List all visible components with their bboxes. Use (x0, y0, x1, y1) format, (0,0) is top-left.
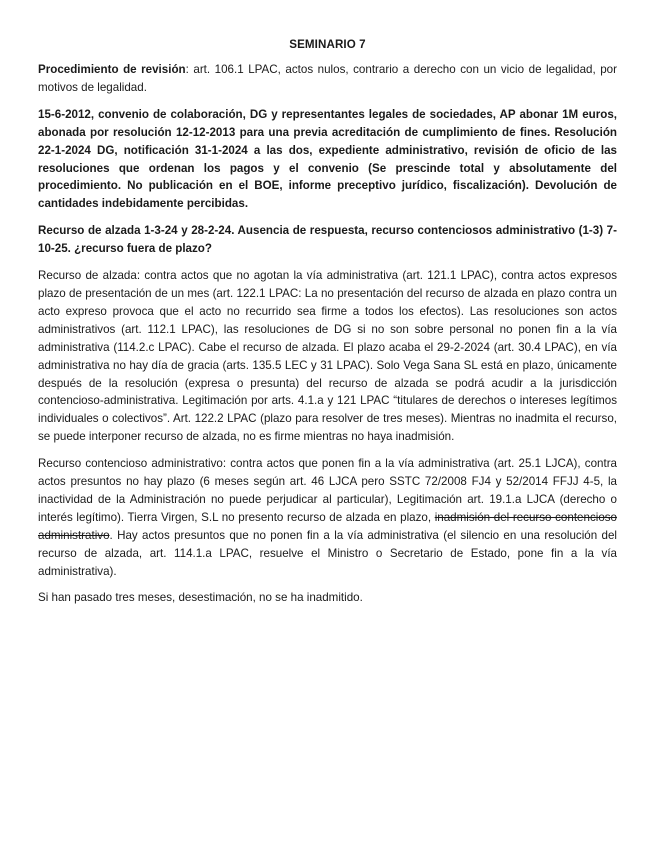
document-title: SEMINARIO 7 (289, 38, 366, 51)
paragraph-facts: 15-6-2012, convenio de colaboración, DG y representantes legales de sociedades, AP abonar 1M euros, abonada por resolución 12-12-2013 para una previa acreditación de cumplimiento de fines. Resolución 22-1-2024 DG, notificación 31-1-2024 a las dos, expediente administrativo, revisión de oficio de las resoluciones que ordenan los pagos y el convenio (Se prescinde total y absolutamente del procedimiento. No publicación en el BOE, informe preceptivo jurídico, fiscalización). Devolución de cantidades indebidamente percibidas. (38, 107, 617, 211)
paragraph-text: Recurso contencioso administrativo: contra actos que ponen fin a la vía administrativa (art. 25.1 LJCA), contra actos presuntos no hay plazo (6 meses según art. 46 LJCA pero SSTC 72/2008 FJ4 y 52/2014 FFJJ 4-5, la inactividad de la Administración no puede perjudicar al particular), Legitimación art. 19.1.a LJCA (derecho o interés legítimo). Tierra Virgen, S.L no presento recurso de alzada en plazo, (38, 457, 617, 524)
paragraph-conclusion: Si han pasado tres meses, desestimación, no se ha inadmitido. (38, 591, 363, 605)
struck-text: inadmisión del recurso contencioso administrativo (38, 510, 618, 542)
paragraph-procedimiento-revision (38, 61, 617, 97)
paragraph-recurso-contencioso (38, 455, 617, 580)
paragraph-question: Recurso de alzada 1-3-24 y 28-2-24. Ausencia de respuesta, recurso contenciosos administrativo (1-3) 7-10-25. ¿recurso fuera de plazo? (38, 224, 617, 256)
paragraph-text: : art. 106.1 LPAC, actos nulos, contrario a derecho con un vicio de legalidad, por motivos de legalidad. (38, 63, 617, 94)
paragraph-label: Procedimiento de revisión (38, 63, 186, 76)
paragraph-recurso-alzada: Recurso de alzada: contra actos que no agotan la vía administrativa (art. 121.1 LPAC), contra actos expresos plazo de presentación de un mes (art. 122.1 LPAC: La no presentación del recurso de alzada en plazo contra un acto expreso provoca que el acto no recurrido sea firme a todos los efectos). Las resoluciones son actos administrativos (art. 112.1 LPAC), las resoluciones de DG si no son sobre personal no ponen fin a la vía administrativa (114.2.c LPAC). Cabe el recurso de alzada. El plazo acaba el 29-2-2024 (art. 30.4 LPAC), en vía administrativa no hay día de gracia (arts. 135.5 LEC y 31 LPAC). Solo Vega Sana SL está en plazo, únicamente después de la resolución (expresa o presunta) del recurso de alzada se podrá acudir a la jurisdicción contencioso-administrativa. Legitimación por arts. 4.1.a y 121 LPAC “titulares de derechos o intereses legítimos individuales o colectivos”. Art. 122.2 LPAC (plazo para resolver de tres meses). Mientras no inadmita el recurso, se puede interponer recurso de alzada, no es firme mientras no haya inadmisión. (38, 269, 617, 444)
paragraph-text: . Hay actos presuntos que no ponen fin a la vía administrativa (el silencio en una resolución del recurso de alzada, art. 114.1.a LPAC, resuelve el Ministro o Secretario de Estado, pone fin a la vía administrativa). (38, 528, 617, 578)
